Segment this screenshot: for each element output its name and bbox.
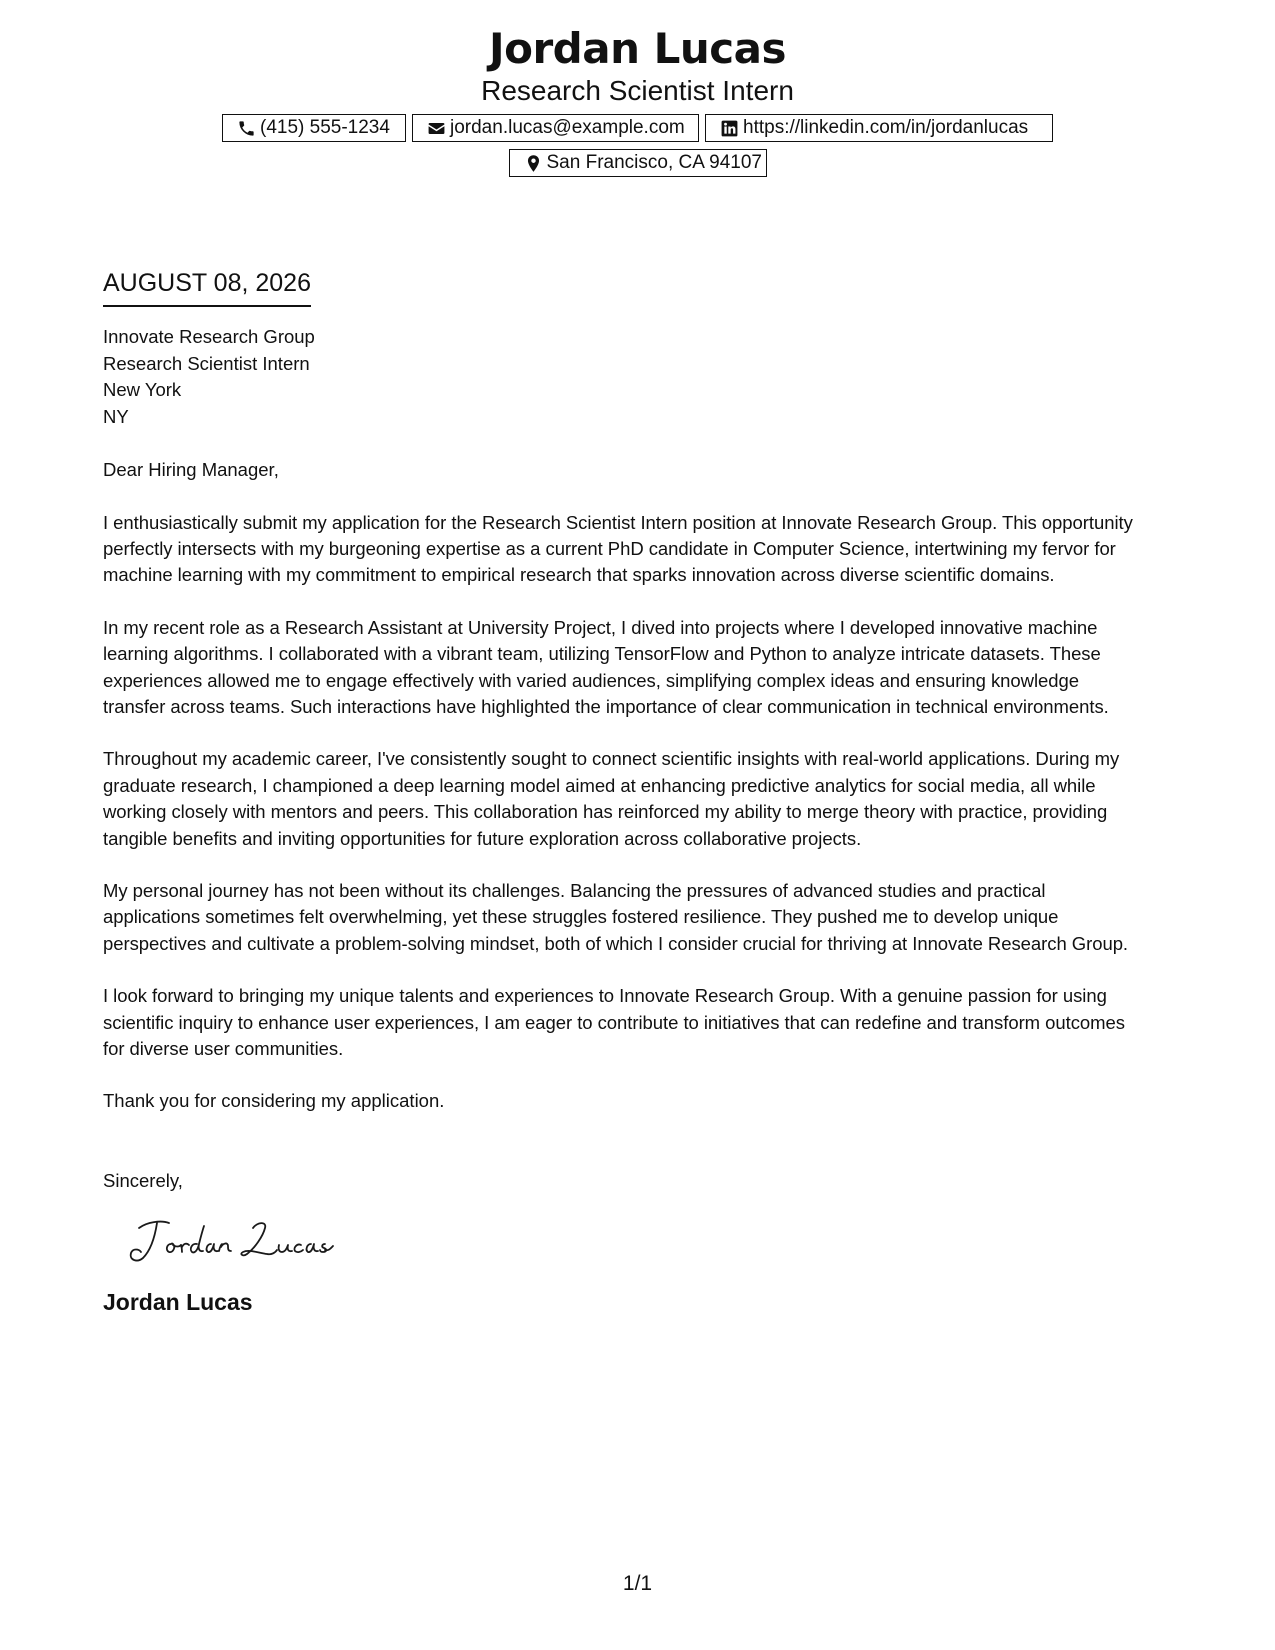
applicant-role: Research Scientist Intern [481,75,794,106]
linkedin-contact[interactable] [705,114,1053,142]
envelope-icon [427,119,446,138]
location-text: San Francisco, CA 94107 [546,152,762,173]
signoff: Sincerely, [103,1169,183,1191]
phone-icon [237,119,256,138]
paragraph-line: scientific inquiry to enhance user experiences, I am eager to contribute to initiatives that can redefine and transform outcomes [103,1011,1125,1033]
letter-header [0,24,1275,177]
email-contact[interactable] [412,114,699,142]
email-text: jordan.lucas@example.com [450,117,685,138]
paragraph-line: I look forward to bringing my unique talents and experiences to Innovate Research Group. With a genuine passion for using [103,985,1107,1007]
body-paragraph [103,615,1183,721]
signer-name: Jordan Lucas [103,1289,253,1316]
paragraph-line: In my recent role as a Research Assistant at University Project, I dived into projects where I developed innovative machine [103,616,1098,638]
phone-text: (415) 555-1234 [260,117,390,138]
recipient-state: NY [103,405,129,427]
body-paragraph [103,878,1183,957]
salutation: Dear Hiring Manager, [103,459,279,480]
paragraph-line: graduate research, I championed a deep learning model aimed at enhancing predictive analytics for social media, all while [103,774,1096,796]
contact-row [0,114,1275,142]
paragraph-line: perfectly intersects with my burgeoning expertise as a current PhD candidate in Computer Science, intertwining my fervor for [103,537,1116,559]
paragraph-line: learning algorithms. I collaborated with a vibrant team, utilizing TensorFlow and Python to analyze intricate datasets. These [103,643,1101,665]
paragraph-line: for diverse user communities. [103,1038,344,1059]
location-contact [509,149,767,177]
paragraph-line: transfer across teams. Such interactions have highlighted the importance of clear communication in technical environments. [103,695,1109,717]
page-indicator: 1/1 [622,1572,653,1595]
letter-body [103,266,1183,1317]
paragraph-line: working closely with mentors and peers. This collaboration has reinforced my ability to merge theory with practice, providing [103,801,1108,823]
recipient-city: New York [103,379,182,400]
linkedin-icon [720,119,739,138]
paragraph-line: tangible benefits and inviting opportunities for future exploration across collaborative projects. [103,827,862,849]
recipient-position: Research Scientist Intern [103,352,310,374]
paragraph-line: machine learning with my commitment to empirical research that sparks innovation across diverse scientific domains. [103,564,1055,586]
body-paragraph [103,510,1183,589]
contact-row-location [0,149,1275,177]
applicant-name: Jordan Lucas [488,24,787,73]
handwritten-signature [125,1214,355,1270]
body-paragraph [103,983,1183,1062]
map-marker-icon [524,154,543,173]
linkedin-text: https://linkedin.com/in/jordanlucas [743,117,1029,138]
paragraph-line: My personal journey has not been without its challenges. Balancing the pressures of advanced studies and practical [103,879,1046,901]
paragraph-line: I enthusiastically submit my application for the Research Scientist Intern position at Innovate Research Group. This opportunity [103,511,1133,533]
body-paragraph [103,746,1183,852]
paragraph-line: applications sometimes felt overwhelming, yet these struggles fostered resilience. They pushed me to develop unique [103,906,1059,928]
paragraph-line: experiences allowed me to engage effectively with varied audiences, simplifying complex ideas and ensuring knowledge [103,669,1079,691]
closing-line: Thank you for considering my application. [103,1090,445,1112]
letter-date: AUGUST 08, 2026 [103,266,311,307]
paragraph-line: Throughout my academic career, I've consistently sought to connect scientific insights with real-world applications. During my [103,748,1120,770]
phone-contact[interactable] [222,114,406,142]
recipient-company: Innovate Research Group [103,326,315,347]
paragraph-line: perspectives and cultivate a problem-solving mindset, both of which I consider crucial for thriving at Innovate Research Group. [103,932,1129,954]
recipient-block [103,324,1183,430]
